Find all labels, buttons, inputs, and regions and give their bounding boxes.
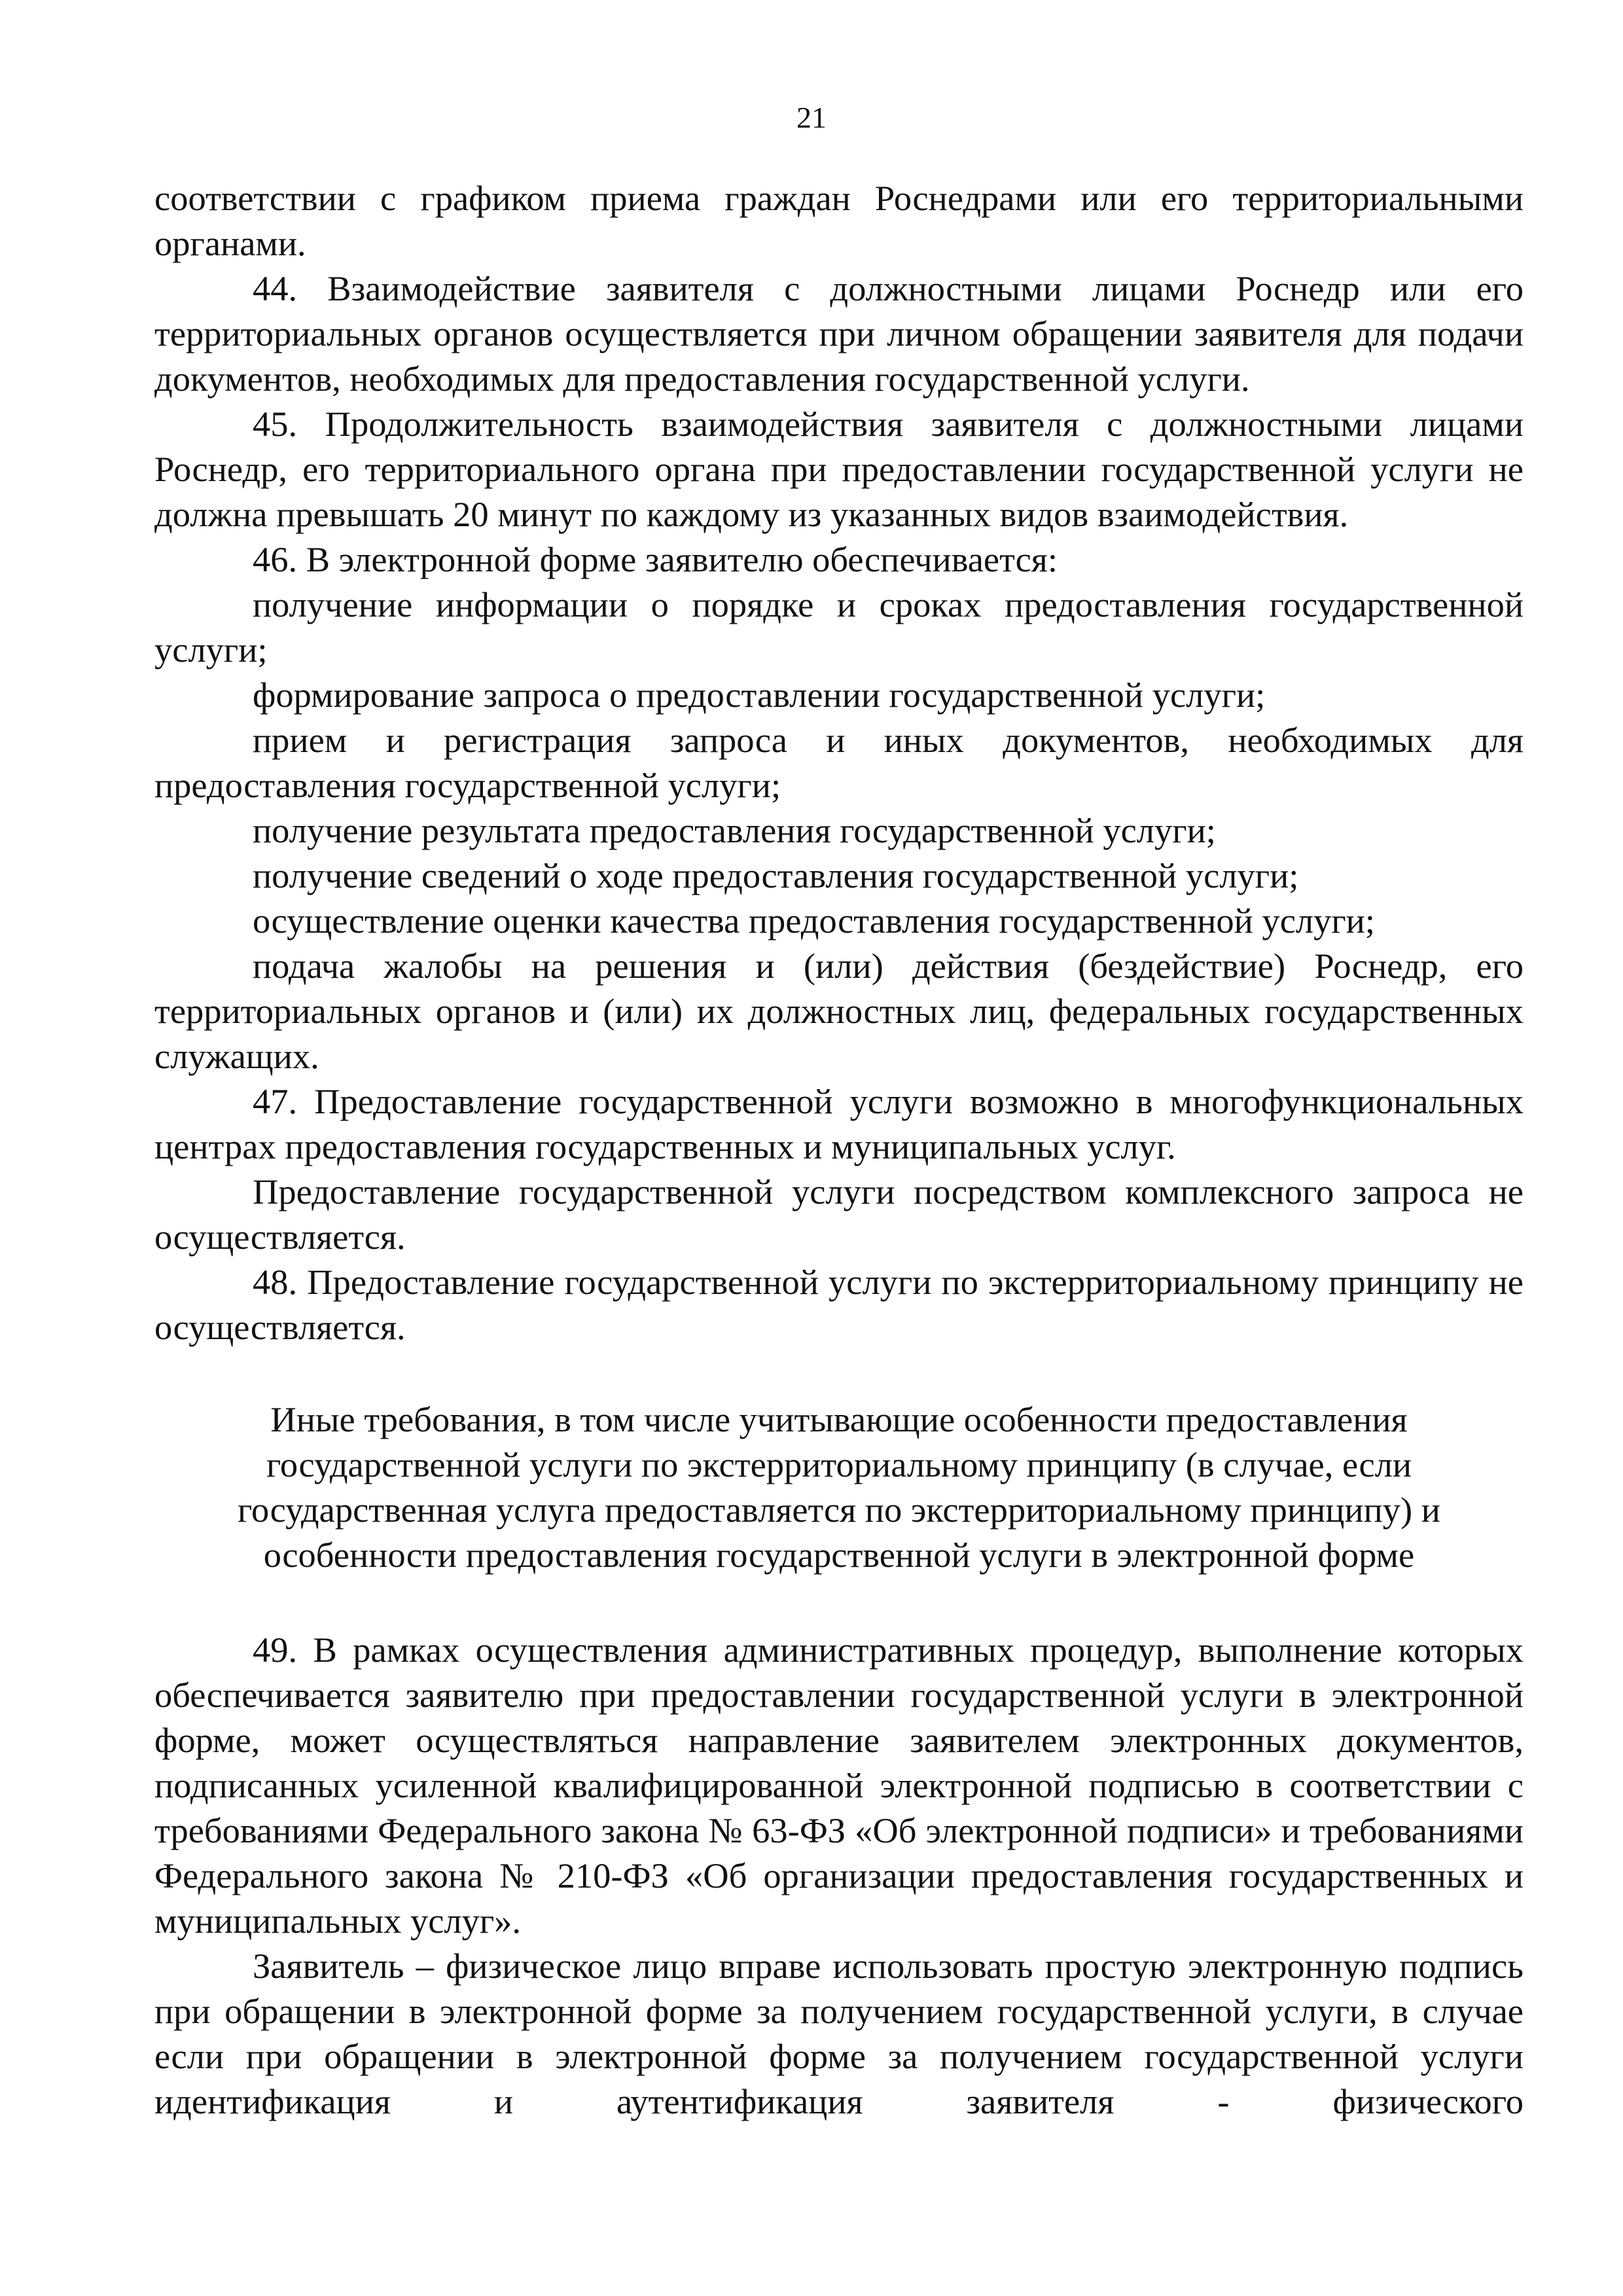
paragraph-44: 44. Взаимодействие заявителя с должностными лицами Роснедр или его территориальных органов осуществляется при личном обращении заявителя для подачи документов, необходимых для предоставления государственной услуги. [154, 268, 1524, 399]
document-body [154, 175, 1524, 2124]
paragraph-47: 47. Предоставление государственной услуги возможно в многофункциональных центрах предоставления государственных и муниципальных услуг. [154, 1081, 1524, 1166]
list-item: осуществление оценки качества предоставления государственной услуги; [253, 901, 1375, 941]
paragraph-continuation: соответствии с графиком приема граждан Роснедрами или его территориальными органами. [154, 178, 1524, 263]
paragraph-48: 48. Предоставление государственной услуги по экстерриториальному принципу не осуществляется. [154, 1262, 1524, 1347]
list-item: получение сведений о ходе предоставления государственной услуги; [253, 855, 1299, 895]
list-item: подача жалобы на решения и (или) действия (бездействие) Роснедр, его территориальных органов и (или) их должностных лиц, федеральных государственных служащих. [154, 946, 1524, 1076]
page-number: 21 [796, 101, 827, 134]
list-item: прием и регистрация запроса и иных документов, необходимых для предоставления государственной услуги; [154, 720, 1524, 805]
paragraph-49-simple-signature: Заявитель – физическое лицо вправе использовать простую электронную подпись при обращении в электронной форме за получением государственной услуги, в случае если при обращении в электронной форме за получением государственной услуги идентификация и аутентификация заявителя - физического [154, 1946, 1524, 2121]
section-heading-line: государственная услуга предоставляется по экстерриториальному принципу) и [238, 1490, 1440, 1530]
list-item: получение результата предоставления государственной услуги; [253, 810, 1216, 850]
list-item: получение информации о порядке и сроках предоставления государственной услуги; [154, 584, 1524, 670]
section-heading-line: Иные требования, в том числе учитывающие особенности предоставления [270, 1399, 1408, 1439]
paragraph-45: 45. Продолжительность взаимодействия заявителя с должностными лицами Роснедр, его территориального органа при предоставлении государственной услуги не должна превышать 20 минут по каждому из указанных видов взаимодействия. [154, 404, 1524, 534]
paragraph-46: 46. В электронной форме заявителю обеспечивается: [253, 539, 1058, 579]
section-heading-line: особенности предоставления государственной услуги в электронной форме [263, 1535, 1415, 1575]
paragraph-47-complex-request: Предоставление государственной услуги посредством комплексного запроса не осуществляется. [154, 1172, 1524, 1257]
list-item: формирование запроса о предоставлении государственной услуги; [253, 675, 1266, 715]
section-heading [154, 1397, 1524, 1577]
paragraph-49: 49. В рамках осуществления административных процедур, выполнение которых обеспечивается заявителю при предоставлении государственной услуги в электронной форме, может осуществляться направление заявителем электронных документов, подписанных усиленной квалифицированной электронной подписью в соответствии с требованиями Федерального закона № 63-ФЗ «Об электронной подписи» и требованиями Федерального закона № 210-ФЗ «Об организации предоставления государственных и муниципальных услуг». [154, 1630, 1524, 1941]
section-heading-line: государственной услуги по экстерриториальному принципу (в случае, если [266, 1444, 1412, 1484]
